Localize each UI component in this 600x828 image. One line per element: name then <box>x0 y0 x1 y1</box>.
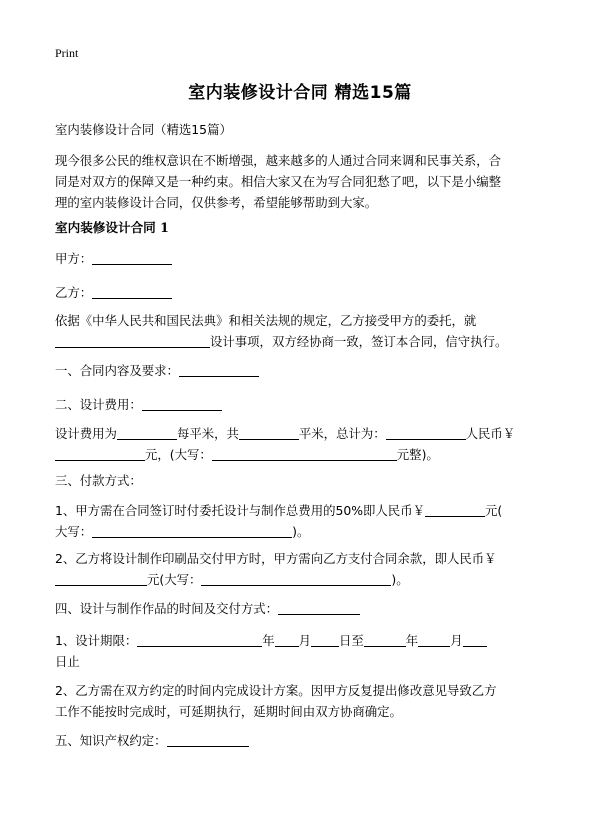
party-a-label: 甲方： <box>55 251 93 266</box>
project-blank <box>55 333 210 348</box>
party-b-label: 乙方： <box>55 285 93 300</box>
payment-1-uppercase-blank <box>92 523 292 538</box>
party-b-blank <box>92 284 172 299</box>
period-end-day-blank <box>463 632 487 647</box>
fee-line-2: 元，(大写： 元整)。 <box>55 444 555 465</box>
party-a-line <box>55 248 555 269</box>
fee-paragraph <box>55 423 555 465</box>
item-3: 三、付款方式： <box>55 473 142 488</box>
item-1-blank <box>179 362 259 377</box>
payment-1-amount-blank <box>425 502 485 517</box>
period-start-day-blank <box>311 632 339 647</box>
payment-2-line-2: 元(大写： )。 <box>55 569 555 590</box>
payment-2 <box>55 548 555 590</box>
basis-paragraph <box>55 310 555 352</box>
item-5 <box>55 730 555 751</box>
basis-line: 设计事项，双方经协商一致，签订本合同，信守执行。 <box>55 331 555 352</box>
intro-line: 理的室内装修设计合同，仅供参考，希望能够帮助到大家。 <box>55 195 378 210</box>
period-end-line: 日止 <box>55 654 80 669</box>
payment-2-uppercase-blank <box>201 571 391 586</box>
delay-line: 2、乙方需在双方约定的时间内完成设计方案。因甲方反复提出修改意见导致乙方 <box>55 683 497 698</box>
period-end-year-blank <box>364 632 406 647</box>
intro-line: 同是对双方的保障又是一种约束。相信大家又在为写合同犯愁了吧，以下是小编整 <box>55 174 502 189</box>
fee-line-1: 设计费用为 每平米，共 平米，总计为： 人民币￥ <box>55 426 516 441</box>
period-start-month-blank <box>275 632 299 647</box>
fee-amount-blank <box>55 446 145 461</box>
item-1 <box>55 360 555 381</box>
fee-per-sqm-blank <box>117 425 177 440</box>
document-subtitle: 室内装修设计合同（精选15篇） <box>55 122 232 137</box>
item-5-blank <box>167 732 249 747</box>
payment-2-line-1: 2、乙方将设计制作印刷品交付甲方时，甲方需向乙方支付合同余款，即人民币￥ <box>55 551 497 566</box>
item-4 <box>55 598 555 619</box>
payment-1-line-2: 大写： )。 <box>55 524 310 539</box>
item-4-label: 四、设计与制作作品的时间及交付方式： <box>55 601 279 616</box>
intro-line: 现今很多公民的维权意识在不断增强，越来越多的人通过合同来调和民事关系，合 <box>55 153 502 168</box>
print-link[interactable]: Print <box>55 46 79 60</box>
basis-line: 依据《中华人民共和国民法典》和相关法规的规定，乙方接受甲方的委托，就 <box>55 313 477 328</box>
item-1-label: 一、合同内容及要求： <box>55 363 179 378</box>
payment-1-line-1: 1、甲方需在合同签订时付委托设计与制作总费用的50%即人民币￥ 元( <box>55 503 503 518</box>
fee-area-blank <box>239 425 299 440</box>
delay-paragraph <box>55 680 555 722</box>
period-line: 1、设计期限： 年 月 日至 年 月 <box>55 630 555 651</box>
payment-2-amount-blank <box>55 571 147 586</box>
item-5-label: 五、知识产权约定： <box>55 733 167 748</box>
delay-line: 工作不能按时完成时，可延期执行，延期时间由双方协商确定。 <box>55 704 402 719</box>
party-b-line <box>55 282 555 303</box>
item-2-blank <box>142 396 222 411</box>
item-2-label: 二、设计费用： <box>55 397 142 412</box>
fee-uppercase-blank <box>212 446 397 461</box>
item-2 <box>55 394 555 415</box>
item-4-blank <box>278 600 360 615</box>
section-heading: 室内装修设计合同 1 <box>55 220 169 235</box>
fee-total-blank <box>386 425 466 440</box>
document-title: 室内装修设计合同 精选15篇 <box>188 83 412 103</box>
intro-paragraph <box>55 150 555 213</box>
party-a-blank <box>92 250 172 265</box>
period-end-month-blank <box>418 632 450 647</box>
payment-1 <box>55 500 555 542</box>
period-paragraph <box>55 630 555 672</box>
period-start-year-blank <box>137 632 262 647</box>
